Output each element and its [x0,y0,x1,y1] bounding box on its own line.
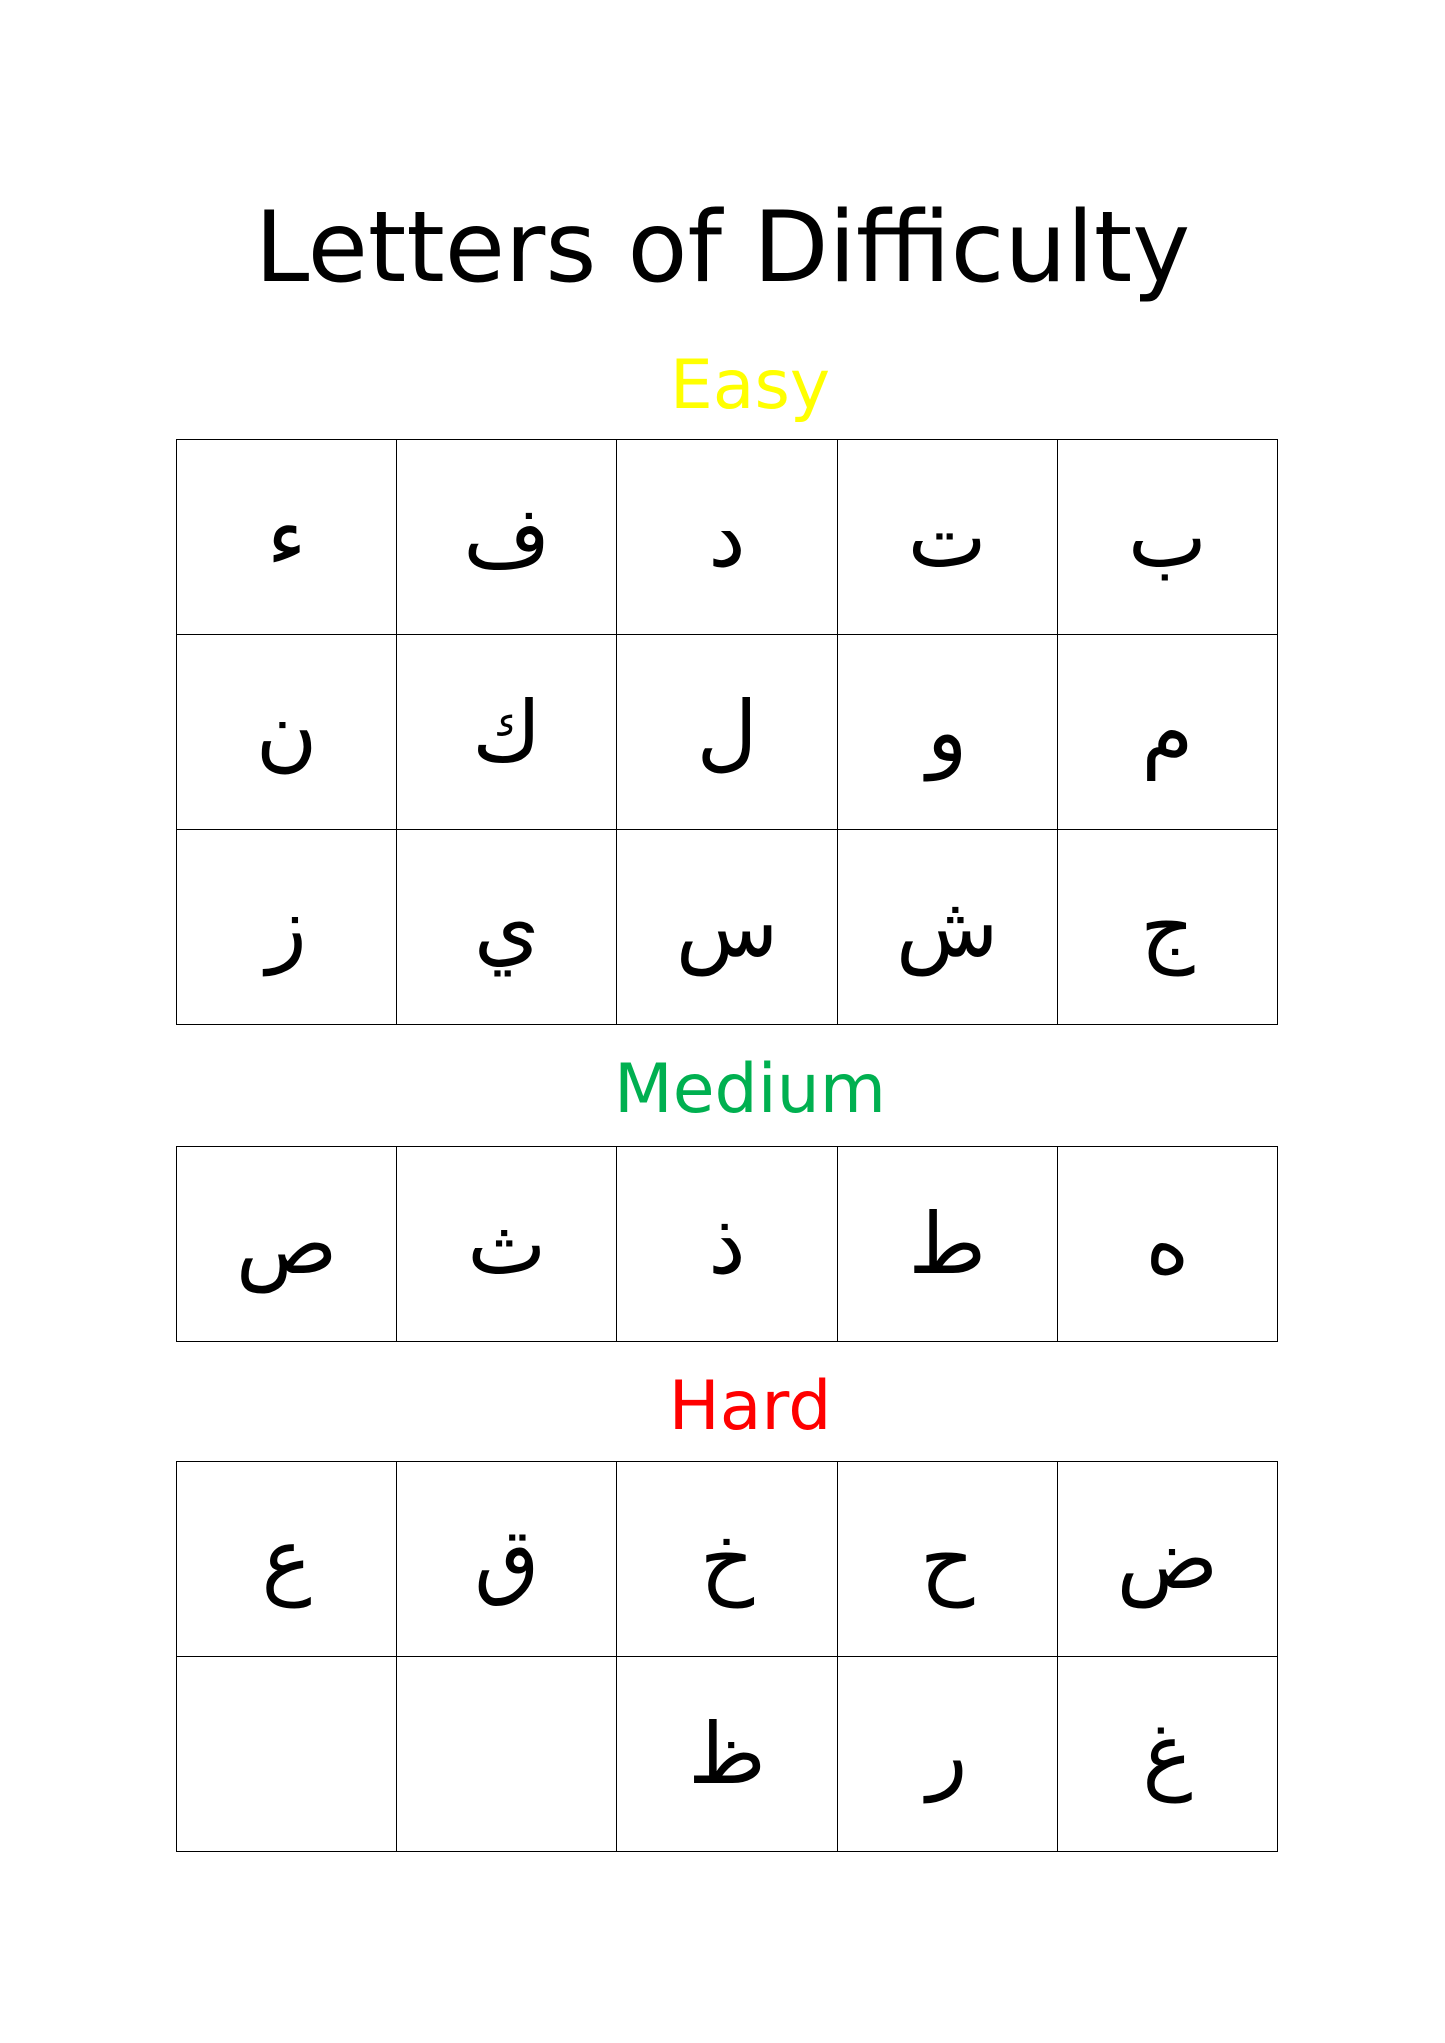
letter: ي [473,878,540,976]
letter-cell [1057,1147,1277,1342]
letter-cell [617,440,837,635]
letter: ك [472,683,542,781]
easy-heading: Easy [669,346,831,425]
letter: ث [467,1195,547,1293]
letter: ر [926,1705,968,1803]
letter-cell [397,1462,617,1657]
hard-heading: Hard [668,1367,832,1446]
letter: س [675,878,779,976]
letter: ز [266,878,307,976]
letter-cell [617,1147,837,1342]
letter: ح [920,1510,975,1608]
table-row [177,440,1278,635]
letter: ج [1140,878,1195,976]
letter-cell [397,1147,617,1342]
letter: ظ [688,1705,766,1803]
letter-cell [177,635,397,830]
table-row [177,635,1278,830]
letter-cell [397,635,617,830]
letter: ف [463,488,551,586]
letter-cell [397,440,617,635]
letter: ب [1127,488,1207,586]
easy-letters-table [176,439,1278,1025]
letter: ص [235,1195,338,1293]
letter: ت [907,488,987,586]
letter: غ [1142,1705,1193,1803]
letter: ه [1145,1195,1190,1293]
letter-cell [617,1657,837,1852]
letter-cell [1057,830,1277,1025]
letter-cell [837,1657,1057,1852]
medium-letters-table [176,1146,1278,1342]
letter-cell [177,830,397,1025]
letter: ق [474,1510,540,1608]
letter-cell [1057,440,1277,635]
letter: خ [699,1510,755,1608]
table-row [177,830,1278,1025]
letter-cell [177,1462,397,1657]
empty-cell [397,1657,617,1852]
empty-cell [177,1657,397,1852]
letter-cell [177,440,397,635]
medium-heading: Medium [614,1050,886,1129]
letter-cell [837,1147,1057,1342]
letter-cell [397,830,617,1025]
letter: ذ [708,1195,746,1293]
page-title: Letters of Difficulty [254,191,1191,305]
letter: ل [696,683,758,781]
letter: ن [255,683,318,781]
letter-cell [837,440,1057,635]
letter: ض [1116,1510,1219,1608]
letter-cell [177,1147,397,1342]
table-row [177,1147,1278,1342]
letter: ط [908,1195,986,1293]
letter: ء [266,488,307,586]
letter: ع [261,1510,312,1608]
letter-cell [837,635,1057,830]
letter-cell [1057,1462,1277,1657]
letter-cell [837,830,1057,1025]
letter: و [926,683,968,781]
table-row [177,1462,1278,1657]
letter-cell [617,635,837,830]
letter-cell [837,1462,1057,1657]
letter: م [1141,683,1194,781]
letter-cell [1057,635,1277,830]
letter-cell [1057,1657,1277,1852]
table-row [177,1657,1278,1852]
letter-cell [617,1462,837,1657]
letter: د [708,488,746,586]
letter-cell [617,830,837,1025]
letter: ش [895,878,999,976]
hard-letters-table [176,1461,1278,1852]
